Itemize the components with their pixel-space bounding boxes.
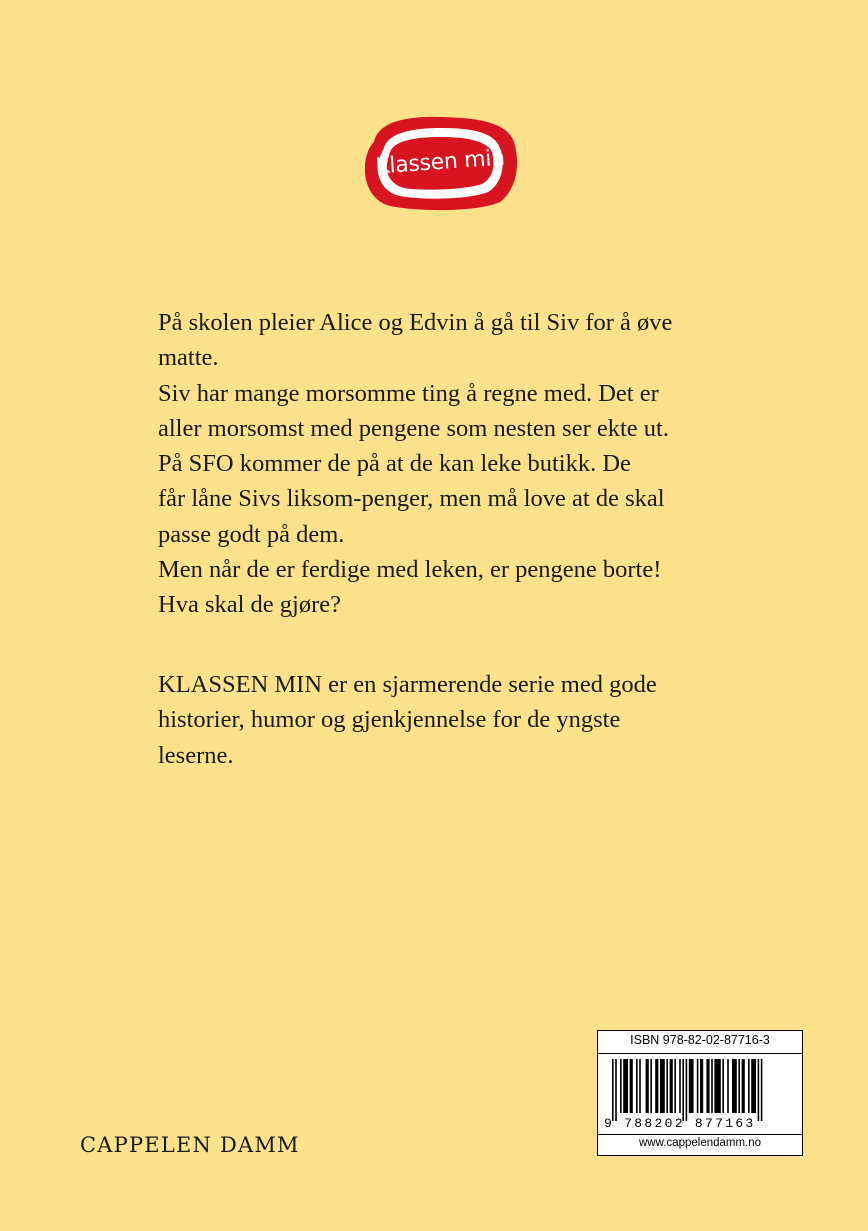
publisher-url: www.cappelendamm.no: [638, 1137, 762, 1149]
barcode-bar: [636, 1059, 638, 1113]
barcode-bar: [646, 1059, 649, 1113]
barcode-bar: [682, 1059, 684, 1121]
blurb-line: Men når de er ferdige med leken, er pengene borte!: [158, 556, 662, 584]
barcode-bar: [732, 1059, 737, 1113]
barcode-bar: [620, 1059, 622, 1113]
isbn-barcode-box: [597, 1030, 803, 1156]
barcode-bar: [758, 1059, 760, 1121]
barcode-bar: [748, 1059, 750, 1113]
series-line: historier, humor og gjenkjennelse for de yngste: [158, 706, 621, 734]
barcode-bar: [615, 1059, 617, 1121]
barcode-icon: [610, 1059, 790, 1121]
url-divider: [598, 1134, 802, 1135]
barcode-bar: [697, 1059, 699, 1113]
blurb-line: matte.: [158, 344, 219, 372]
back-cover-blurb: [158, 305, 798, 623]
series-line: leserne.: [158, 741, 234, 769]
barcode-bar: [660, 1059, 665, 1113]
barcode-bar: [655, 1059, 658, 1113]
series-line: KLASSEN MIN er en sjarmerende serie med gode: [158, 671, 657, 698]
barcode-bar: [700, 1059, 703, 1113]
barcode-bar: [761, 1059, 763, 1121]
barcode-bar: [650, 1059, 652, 1113]
barcode-bar: [738, 1059, 740, 1113]
series-logo-text: Klassen min: [374, 145, 506, 179]
blurb-line: får låne Sivs liksom-penger, men må love at de skal: [158, 485, 665, 513]
blurb-line: På SFO kommer de på at de kan leke butikk. De: [158, 450, 631, 478]
barcode-bar: [714, 1059, 720, 1113]
barcode-bar: [686, 1059, 688, 1121]
barcode-bar: [727, 1059, 729, 1113]
barcode-bar: [630, 1059, 633, 1113]
barcode-bar: [679, 1059, 681, 1113]
barcode-digits: 9 788202 877163: [604, 1116, 756, 1131]
barcode-bar: [639, 1059, 641, 1113]
blurb-line: På skolen pleier Alice og Edvin å gå til Siv for å øve: [158, 309, 673, 336]
barcode-bar: [751, 1059, 756, 1113]
series-description: [158, 667, 798, 773]
barcode-bar: [689, 1059, 694, 1113]
barcode-bar: [711, 1059, 713, 1113]
barcode-bar: [674, 1059, 676, 1113]
barcode-bar: [722, 1059, 724, 1113]
barcode-bar: [742, 1059, 745, 1113]
blurb-line: aller morsomst med pengene som nesten ser ekte ut.: [158, 414, 669, 442]
blurb-line: passe godt på dem.: [158, 520, 345, 548]
barcode-bar: [706, 1059, 709, 1113]
barcode-bar: [666, 1059, 668, 1113]
isbn-label: ISBN 978-82-02-87716-3: [630, 1033, 770, 1047]
barcode-bar: [670, 1059, 673, 1113]
barcode-bar: [623, 1059, 628, 1113]
blurb-line: Siv har mange morsomme ting å regne med. Det er: [158, 379, 659, 407]
isbn-divider: [598, 1053, 802, 1054]
barcode-bar: [612, 1059, 614, 1121]
blurb-line: Hva skal de gjøre?: [158, 591, 341, 619]
series-logo: [360, 112, 520, 212]
publisher-logo: CAPPELEN DAMM: [80, 1133, 300, 1157]
